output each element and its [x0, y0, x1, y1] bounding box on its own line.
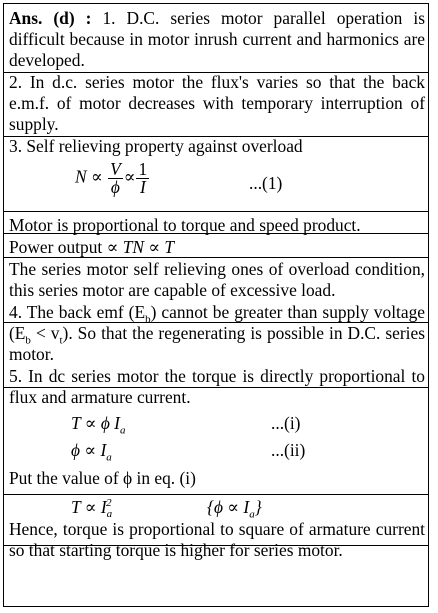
divider [4, 136, 428, 137]
point-3-torque-speed: Motor is proportional to torque and speed product. [9, 215, 361, 235]
equation-1: N ∝ $\frac{V}{\phi}$ ∝ $\frac{1}{I}$ ...(1) [75, 159, 283, 197]
point-3: 3. Self relieving property against overload [9, 136, 303, 156]
fraction: $\frac{V}{\phi}$ [110, 159, 121, 197]
point-4: 4. The back emf $(E_b)$ cannot be greater than supply voltage $(E_b < v_t)$. So that the regenerating is possible in D.C. series motor. [9, 302, 425, 364]
equation-i: T ∝ ϕ $I_a$ ...(i) [71, 413, 301, 437]
divider [4, 72, 428, 73]
put-value-line: Put the value of ϕ in eq. (i) [9, 468, 196, 488]
divider [4, 257, 428, 258]
divider [4, 545, 428, 546]
point-5: 5. In dc series motor the torque is directly proportional to flux and armature current. [9, 366, 425, 407]
answer-box [3, 3, 429, 607]
equation-number: ...(i) [271, 413, 301, 433]
divider [4, 387, 428, 388]
answer-intro: Ans. (d) : 1. D.C. series motor parallel operation is difficult because in motor inrush current and harmonics are developed. [9, 8, 425, 70]
divider [4, 233, 428, 234]
point-3-overload: The series motor self relieving ones of overload condition, this series motor are capable of excessive load. [9, 259, 425, 300]
divider [4, 322, 428, 323]
fraction: $\frac{1}{I}$ [138, 159, 148, 197]
equation-final: $T \propto I_a^2$ $\{\phi \propto I_a\}$ [71, 497, 262, 521]
point-3-power-output: Power output ∝ TN ∝ T [9, 237, 175, 257]
equation-ii: $\phi \propto I_a$ ...(ii) [71, 440, 306, 464]
divider [4, 494, 428, 495]
divider [4, 211, 428, 212]
equation-note: $\{\phi \propto I_a\}$ [207, 497, 262, 521]
answer-label: Ans. (d) : [9, 8, 92, 28]
equation-number: ...(1) [249, 173, 283, 193]
point-2: 2. In d.c. series motor the flux's varies so that the back e.m.f. of motor decreases with temporary interruption of supply. [9, 72, 425, 134]
equation-number: ...(ii) [271, 440, 306, 460]
conclusion: Hence, torque is proportional to square of armature current so that starting torque is higher for series motor. [9, 519, 425, 560]
